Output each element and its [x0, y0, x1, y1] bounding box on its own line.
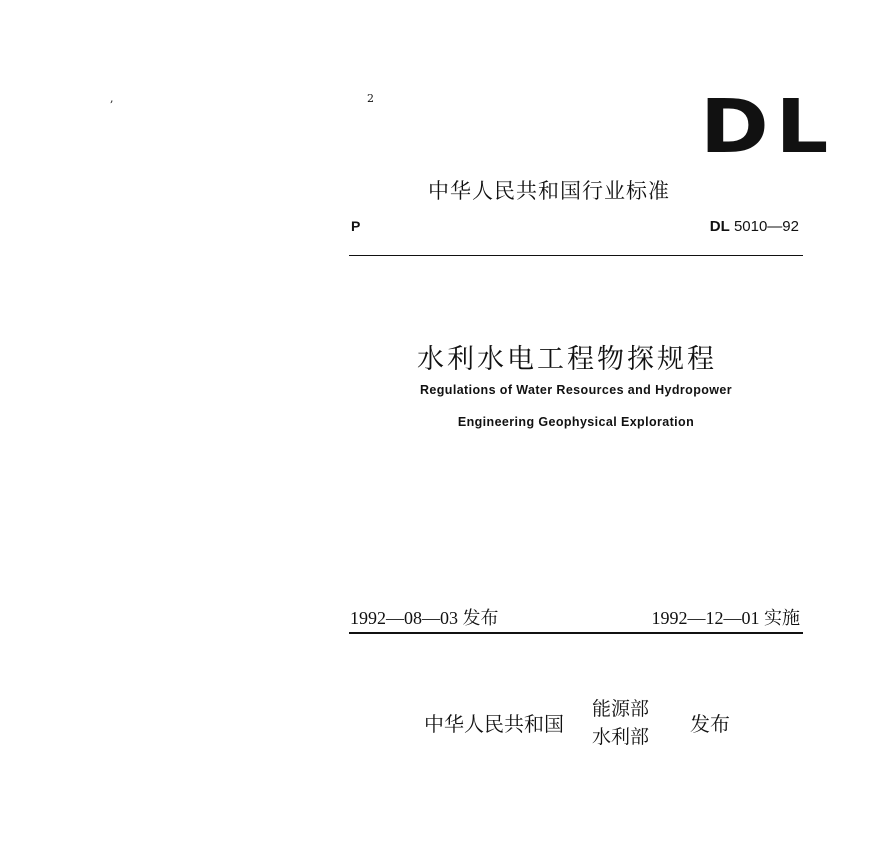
publisher-department-energy: 能源部	[592, 698, 650, 720]
standard-code: 5010—92	[733, 218, 799, 235]
standard-prefix: DL	[709, 218, 730, 235]
publisher-country: 中华人民共和国	[424, 712, 564, 736]
title-english-line2: Engineering Geophysical Exploration	[457, 415, 695, 429]
category-code: P	[351, 218, 361, 234]
dl-logo: DL	[700, 84, 836, 170]
page-number: 2	[367, 92, 374, 105]
title-chinese: 水利水电工程物探规程	[417, 344, 717, 375]
org-title: 中华人民共和国行业标准	[428, 179, 670, 203]
publisher-action: 发布	[690, 712, 730, 736]
standard-number	[710, 218, 799, 235]
stray-mark: ,	[110, 92, 114, 105]
header-divider	[349, 255, 803, 256]
issue-date: 1992—08—03 发布	[350, 608, 499, 628]
publisher-department-water: 水利部	[592, 726, 650, 748]
implementation-date: 1992—12—01 实施	[651, 608, 800, 628]
title-english-line1: Regulations of Water Resources and Hydropower	[419, 383, 733, 397]
date-divider	[349, 632, 803, 634]
